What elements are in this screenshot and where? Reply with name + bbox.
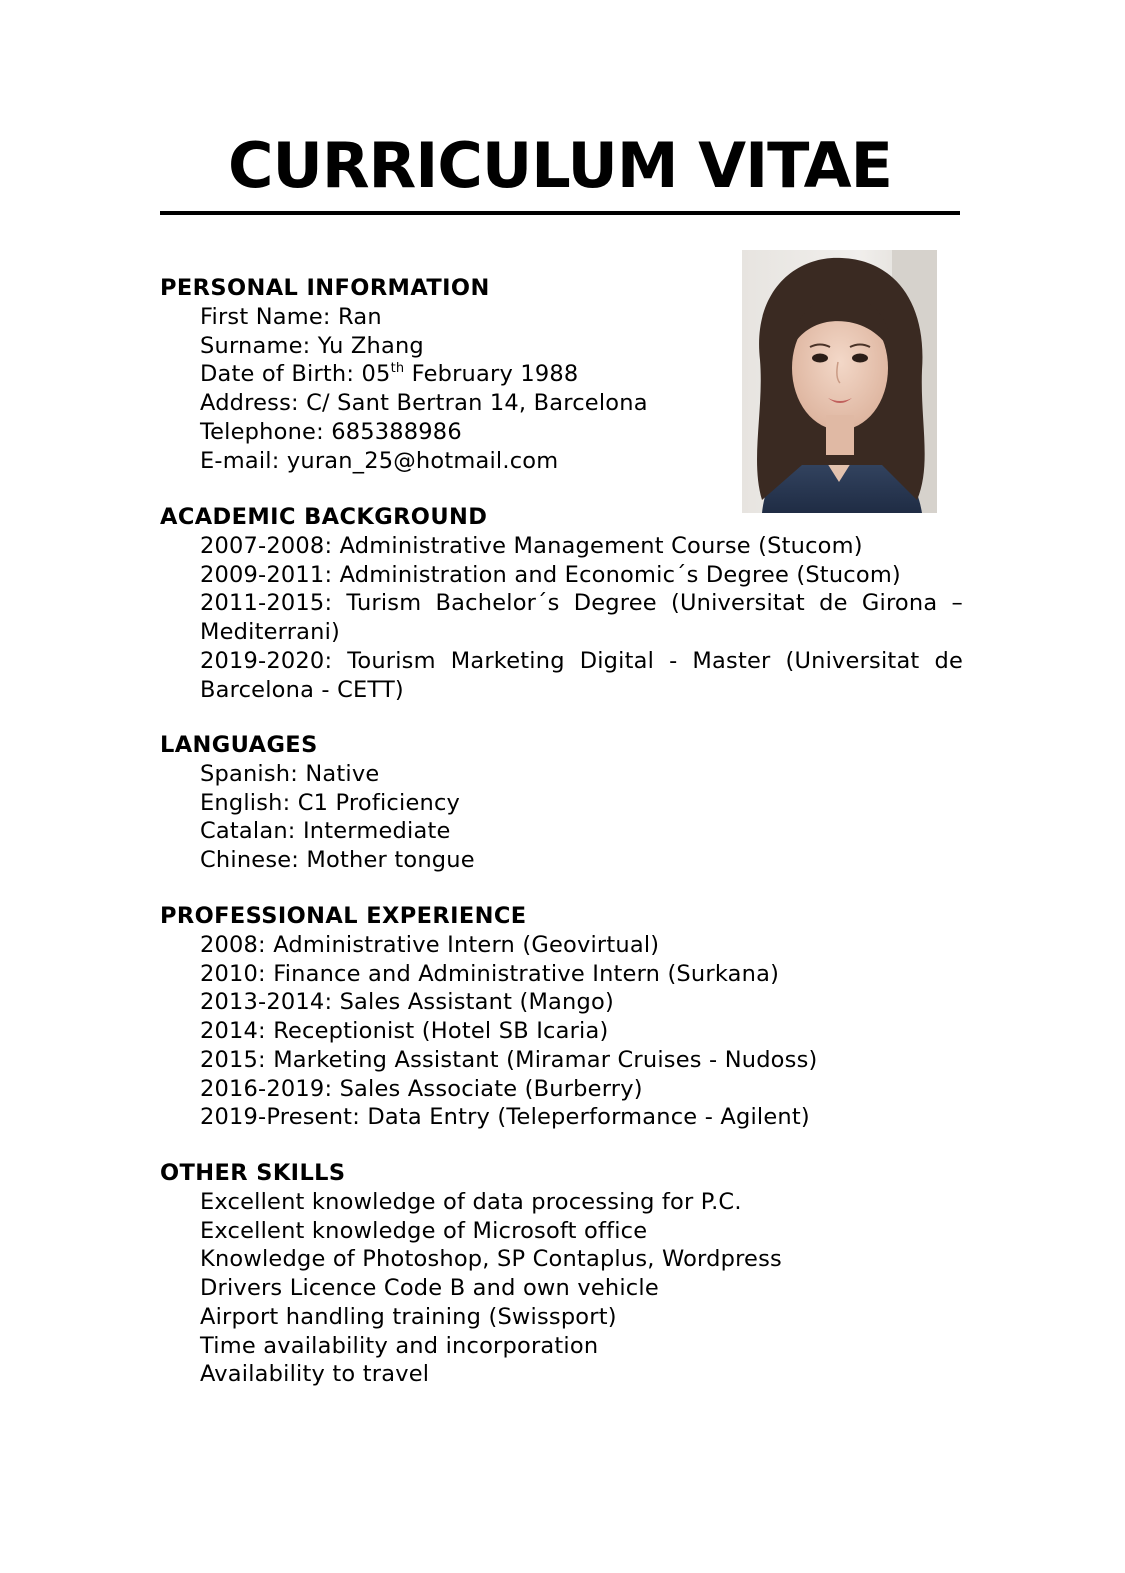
telephone: Telephone: 685388986 [200, 418, 462, 445]
languages-section [160, 731, 963, 875]
language-item: Chinese: Mother tongue [200, 847, 475, 874]
personal-information-heading: PERSONAL INFORMATION [160, 275, 490, 301]
experience-item: 2013-2014: Sales Assistant (Mango) [200, 989, 614, 1016]
experience-item: 2014: Receptionist (Hotel SB Icaria) [200, 1018, 609, 1045]
skill-item: Availability to travel [200, 1361, 430, 1388]
date-of-birth: Date of Birth: 05th February 1988 [200, 361, 579, 388]
experience-item: 2008: Administrative Intern (Geovirtual) [200, 932, 660, 958]
language-item: English: C1 Proficiency [200, 789, 461, 816]
other-skills-section [160, 1159, 963, 1389]
experience-item: 2019-Present: Data Entry (Teleperformance - Agilent) [200, 1104, 810, 1131]
email: E-mail: yuran_25@hotmail.com [200, 447, 559, 474]
other-skills-heading: OTHER SKILLS [160, 1160, 346, 1186]
experience-item: 2010: Finance and Administrative Intern (Surkana) [200, 960, 780, 987]
skill-item: Drivers Licence Code B and own vehicle [200, 1275, 659, 1302]
skill-item: Knowledge of Photoshop, SP Contaplus, Wordpress [200, 1246, 782, 1273]
first-name: First Name: Ran [200, 304, 382, 330]
skill-item: Time availability and incorporation [200, 1332, 599, 1359]
academic-background-section [160, 503, 963, 704]
academic-item: 2007-2008: Administrative Management Course (Stucom) [200, 533, 863, 559]
surname: Surname: Yu Zhang [200, 332, 424, 359]
academic-item: 2009-2011: Administration and Economic´s Degree (Stucom) [200, 561, 901, 588]
skill-item: Excellent knowledge of data processing for P.C. [200, 1189, 742, 1215]
language-item: Catalan: Intermediate [200, 818, 451, 845]
academic-background-heading: ACADEMIC BACKGROUND [160, 504, 488, 530]
personal-information-section [160, 274, 963, 475]
languages-heading: LANGUAGES [160, 732, 318, 758]
academic-item: 2011-2015: Turism Bachelor´s Degree (Universitat de Girona – Mediterrani) [200, 590, 963, 646]
experience-item: 2016-2019: Sales Associate (Burberry) [200, 1075, 643, 1102]
title-underline [160, 211, 960, 215]
document-title: CURRICULUM VITAE [227, 129, 893, 202]
experience-item: 2015: Marketing Assistant (Miramar Cruises - Nudoss) [200, 1046, 818, 1073]
professional-experience-section [160, 902, 963, 1132]
language-item: Spanish: Native [200, 761, 380, 787]
professional-experience-heading: PROFESSIONAL EXPERIENCE [160, 903, 527, 929]
academic-item: 2019-2020: Tourism Marketing Digital - Master (Universitat de Barcelona - CETT) [200, 647, 963, 703]
skill-item: Excellent knowledge of Microsoft office [200, 1217, 648, 1244]
skill-item: Airport handling training (Swissport) [200, 1303, 617, 1330]
address: Address: C/ Sant Bertran 14, Barcelona [200, 390, 648, 417]
